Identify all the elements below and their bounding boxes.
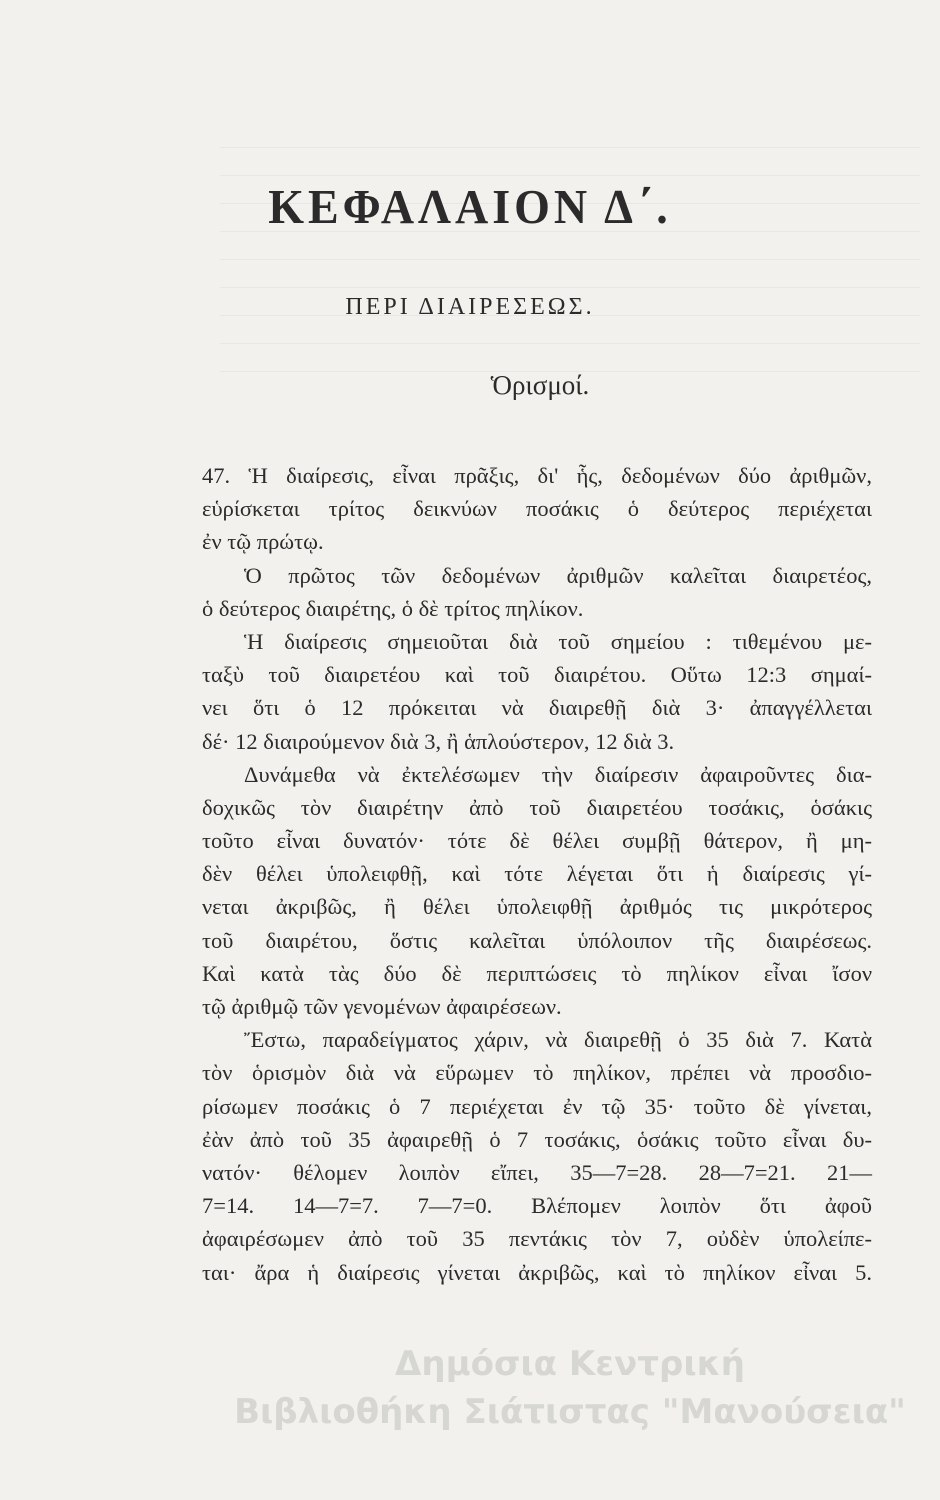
text-line: τοῦ διαιρέτου, ὅστις καλεῖται ὑπόλοιπον τῆς διαιρέσεως. bbox=[202, 927, 872, 953]
text-line: ἀφαιρέσωμεν ἀπὸ τοῦ 35 πεντάκις τὸν 7, οὐδὲν ὑπολείπε- bbox=[202, 1226, 872, 1252]
show-through-text bbox=[220, 120, 920, 400]
definitions-subheading: Ὁρισμοί. bbox=[490, 370, 590, 400]
text-line: 7=14. 14—7=7. 7—7=0. Βλέπομεν λοιπὸν ὅτι ἀφοῦ bbox=[202, 1193, 872, 1219]
library-watermark-line1: Δημόσια Κεντρική bbox=[395, 1344, 745, 1384]
text-line: 47. Ἡ διαίρεσις, εἶναι πρᾶξις, δι' ἧς, δεδομένων δύο ἀριθμῶν, bbox=[202, 463, 872, 488]
text-line: Ἡ διαίρεσις σημειοῦται διὰ τοῦ σημείου : τιθεμένου με- bbox=[244, 628, 872, 654]
chapter-title: ΚΕΦΑΛΑΙΟΝ Δ΄. bbox=[268, 179, 672, 234]
text-line: δοχικῶς τὸν διαιρέτην ἀπὸ τοῦ διαιρετέου τοσάκις, ὁσάκις bbox=[202, 794, 872, 820]
text-line: ται· ἄρα ἡ διαίρεσις γίνεται ἀκριβῶς, καὶ τὸ πηλίκον εἶναι 5. bbox=[202, 1259, 872, 1285]
text-line: ταξὺ τοῦ διαιρετέου καὶ τοῦ διαιρέτου. Οὕτω 12:3 σημαί- bbox=[202, 662, 872, 688]
text-line: τὸν ὁρισμὸν διὰ νὰ εὕρωμεν τὸ πηλίκον, πρέπει νὰ προσδιο- bbox=[202, 1060, 872, 1086]
text-line: δὲν θέλει ὑπολειφθῇ, καὶ τότε λέγεται ὅτι ἡ διαίρεσις γί- bbox=[202, 861, 872, 887]
text-line: νατόν· θέλομεν λοιπὸν εἴπει, 35—7=28. 28—7=21. 21— bbox=[202, 1159, 872, 1185]
text-line: ἐν τῷ πρώτῳ. bbox=[202, 529, 324, 555]
text-line: Ὁ πρῶτος τῶν δεδομένων ἀριθμῶν καλεῖται διαιρετέος, bbox=[244, 562, 872, 588]
body-text bbox=[202, 459, 872, 1289]
text-line: ὁ δεύτερος διαιρέτης, ὁ δὲ τρίτος πηλίκον. bbox=[202, 595, 584, 621]
text-line: εὑρίσκεται τρίτος δεικνύων ποσάκις ὁ δεύτερος περιέχεται bbox=[202, 496, 872, 522]
text-line: ἐὰν ἀπὸ τοῦ 35 ἀφαιρεθῇ ὁ 7 τοσάκις, ὁσάκις τοῦτο εἶναι δυ- bbox=[202, 1126, 872, 1152]
library-watermark-line2: Βιβλιοθήκη Σιάτιστας "Μανούσεια" bbox=[234, 1392, 906, 1432]
text-line: ρίσωμεν ποσάκις ὁ 7 περιέχεται ἐν τῷ 35· τοῦτο δὲ γίνεται, bbox=[202, 1093, 872, 1119]
text-line: τῷ ἀριθμῷ τῶν γενομένων ἀφαιρέσεων. bbox=[202, 994, 562, 1019]
text-line: Καὶ κατὰ τὰς δύο δὲ περιπτώσεις τὸ πηλίκον εἶναι ἴσον bbox=[202, 960, 872, 986]
text-line: Ἔστω, παραδείγματος χάριν, νὰ διαιρεθῇ ὁ 35 διὰ 7. Κατὰ bbox=[244, 1027, 872, 1053]
section-title: ΠΕΡΙ ΔΙΑΙΡΕΣΕΩΣ. bbox=[345, 294, 595, 320]
text-line: τοῦτο εἶναι δυνατόν· τότε δὲ θέλει συμβῇ θάτερον, ἢ μη- bbox=[202, 828, 872, 854]
text-line: δέ· 12 διαιρούμενον διὰ 3, ἢ ἁπλούστερον, 12 διὰ 3. bbox=[202, 728, 675, 754]
text-line: νει ὅτι ὁ 12 πρόκειται νὰ διαιρεθῇ διὰ 3· ἀπαγγέλλεται bbox=[202, 695, 872, 721]
text-line: Δυνάμεθα νὰ ἐκτελέσωμεν τὴν διαίρεσιν ἀφαιροῦντες δια- bbox=[244, 761, 872, 787]
text-line: νεται ἀκριβῶς, ἢ θέλει ὑπολειφθῇ ἀριθμός τις μικρότερος bbox=[202, 894, 872, 920]
